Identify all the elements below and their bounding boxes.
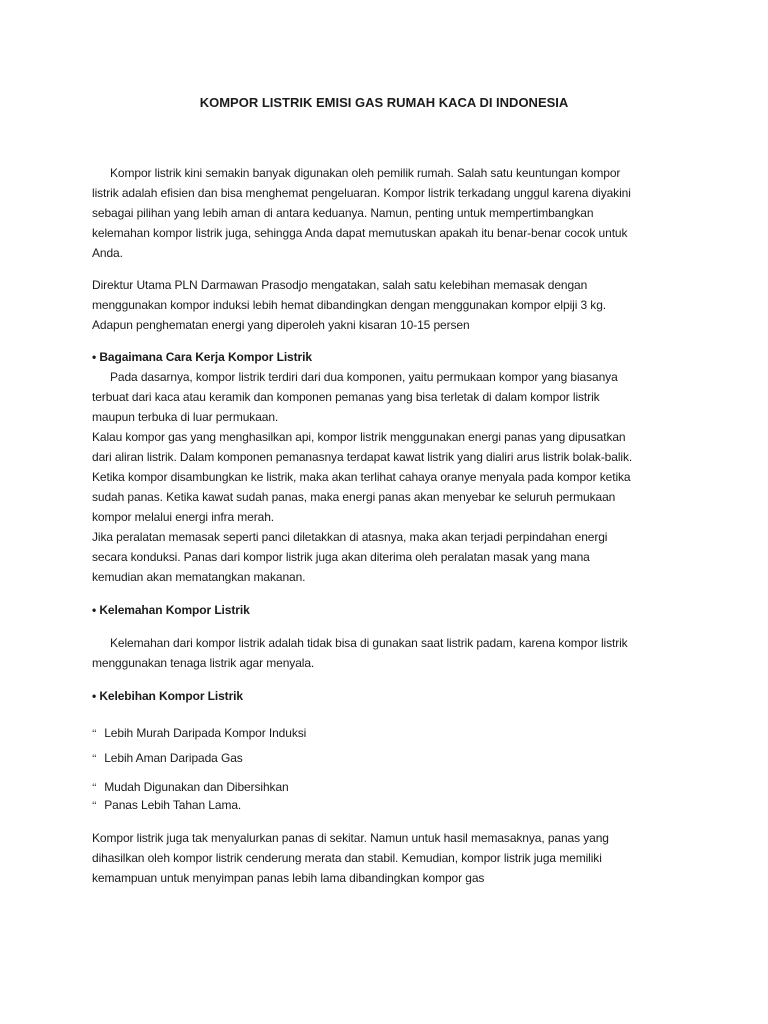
intro-paragraph (92, 163, 732, 263)
paragraph-line: kompor melalui energi infra merah. (92, 510, 275, 524)
section-weakness-paragraph (92, 633, 732, 673)
list-item-text: Mudah Digunakan dan Dibersihkan (104, 780, 289, 794)
paragraph-line: Ketika kompor disambungkan ke listrik, maka akan terlihat cahaya oranye menyala pada kompor ketika (92, 470, 631, 484)
paragraph-line: kemampuan untuk menyimpan panas lebih lama dibandingkan kompor gas (92, 871, 485, 885)
paragraph-line: sudah panas. Ketika kawat sudah panas, maka energi panas akan menyebar ke seluruh permukaan (92, 490, 616, 504)
list-item (92, 778, 289, 796)
checkmark-bullet: ‘‘ (92, 782, 97, 794)
checkmark-bullet: ‘‘ (92, 800, 97, 812)
paragraph-line: kemudian akan mematangkan makanan. (92, 570, 306, 584)
paragraph-line: Kompor listrik kini semakin banyak digunakan oleh pemilik rumah. Salah satu keuntungan kompor (110, 166, 621, 180)
list-item (92, 749, 243, 767)
paragraph-line: Adapun penghematan energi yang diperoleh yakni kisaran 10-15 persen (92, 318, 470, 332)
paragraph-line: menggunakan kompor induksi lebih hemat dibandingkan dengan menggunakan kompor elpiji 3 kg. (92, 298, 607, 312)
paragraph-line: Kalau kompor gas yang menghasilkan api, kompor listrik menggunakan energi panas yang dipusatkan (92, 430, 626, 444)
paragraph-line: menggunakan tenaga listrik agar menyala. (92, 656, 315, 670)
paragraph-line: terbuat dari kaca atau keramik dan komponen pemanas yang bisa terletak di dalam kompor listrik (92, 390, 600, 404)
closing-paragraph (92, 828, 732, 888)
paragraph-line: dihasilkan oleh kompor listrik cenderung merata dan stabil. Kemudian, kompor listrik juga memiliki (92, 851, 602, 865)
paragraph-line: Direktur Utama PLN Darmawan Prasodjo mengatakan, salah satu kelebihan memasak dengan (92, 278, 588, 292)
paragraph-line: maupun terbuka di luar permukaan. (92, 410, 279, 424)
section-heading: • Kelemahan Kompor Listrik (92, 603, 250, 617)
paragraph-line: Kelemahan dari kompor listrik adalah tidak bisa di gunakan saat listrik padam, karena kompor listrik (110, 636, 628, 650)
list-item (92, 724, 306, 742)
pln-paragraph (92, 275, 732, 335)
section-how-it-works (92, 347, 732, 587)
checkmark-bullet: ‘‘ (92, 753, 97, 765)
paragraph-line: sebagai pilihan yang lebih aman di antara keduanya. Namun, penting untuk mempertimbangkan (92, 206, 594, 220)
paragraph-line: Jika peralatan memasak seperti panci diletakkan di atasnya, maka akan terjadi perpindahan energi (92, 530, 608, 544)
checkmark-bullet: ‘‘ (92, 728, 97, 740)
paragraph-line: Pada dasarnya, kompor listrik terdiri dari dua komponen, yaitu permukaan kompor yang biasanya (110, 370, 618, 384)
document-title: KOMPOR LISTRIK EMISI GAS RUMAH KACA DI INDONESIA (199, 95, 569, 110)
list-item (92, 796, 241, 814)
list-item-text: Lebih Aman Daripada Gas (104, 751, 243, 765)
paragraph-line: Kompor listrik juga tak menyalurkan panas di sekitar. Namun untuk hasil memasaknya, panas yang (92, 831, 609, 845)
paragraph-line: kelemahan kompor listrik juga, sehingga Anda dapat memutuskan apakah itu benar-benar cocok untuk (92, 226, 628, 240)
paragraph-line: Anda. (92, 246, 123, 260)
section-advantages-heading-block (92, 686, 732, 706)
paragraph-line: secara konduksi. Panas dari kompor listrik juga akan diterima oleh peralatan masak yang mana (92, 550, 590, 564)
list-item-text: Lebih Murah Daripada Kompor Induksi (104, 726, 307, 740)
section-heading: • Bagaimana Cara Kerja Kompor Listrik (92, 350, 312, 364)
paragraph-line: dari aliran listrik. Dalam komponen pemanasnya terdapat kawat listrik yang dialiri arus listrik bolak-balik. (92, 450, 633, 464)
section-heading: • Kelebihan Kompor Listrik (92, 689, 243, 703)
list-item-text: Panas Lebih Tahan Lama. (104, 798, 242, 812)
section-weakness-heading-block (92, 600, 732, 620)
paragraph-line: listrik adalah efisien dan bisa menghemat pengeluaran. Kompor listrik terkadang unggul karena diyakini (92, 186, 631, 200)
